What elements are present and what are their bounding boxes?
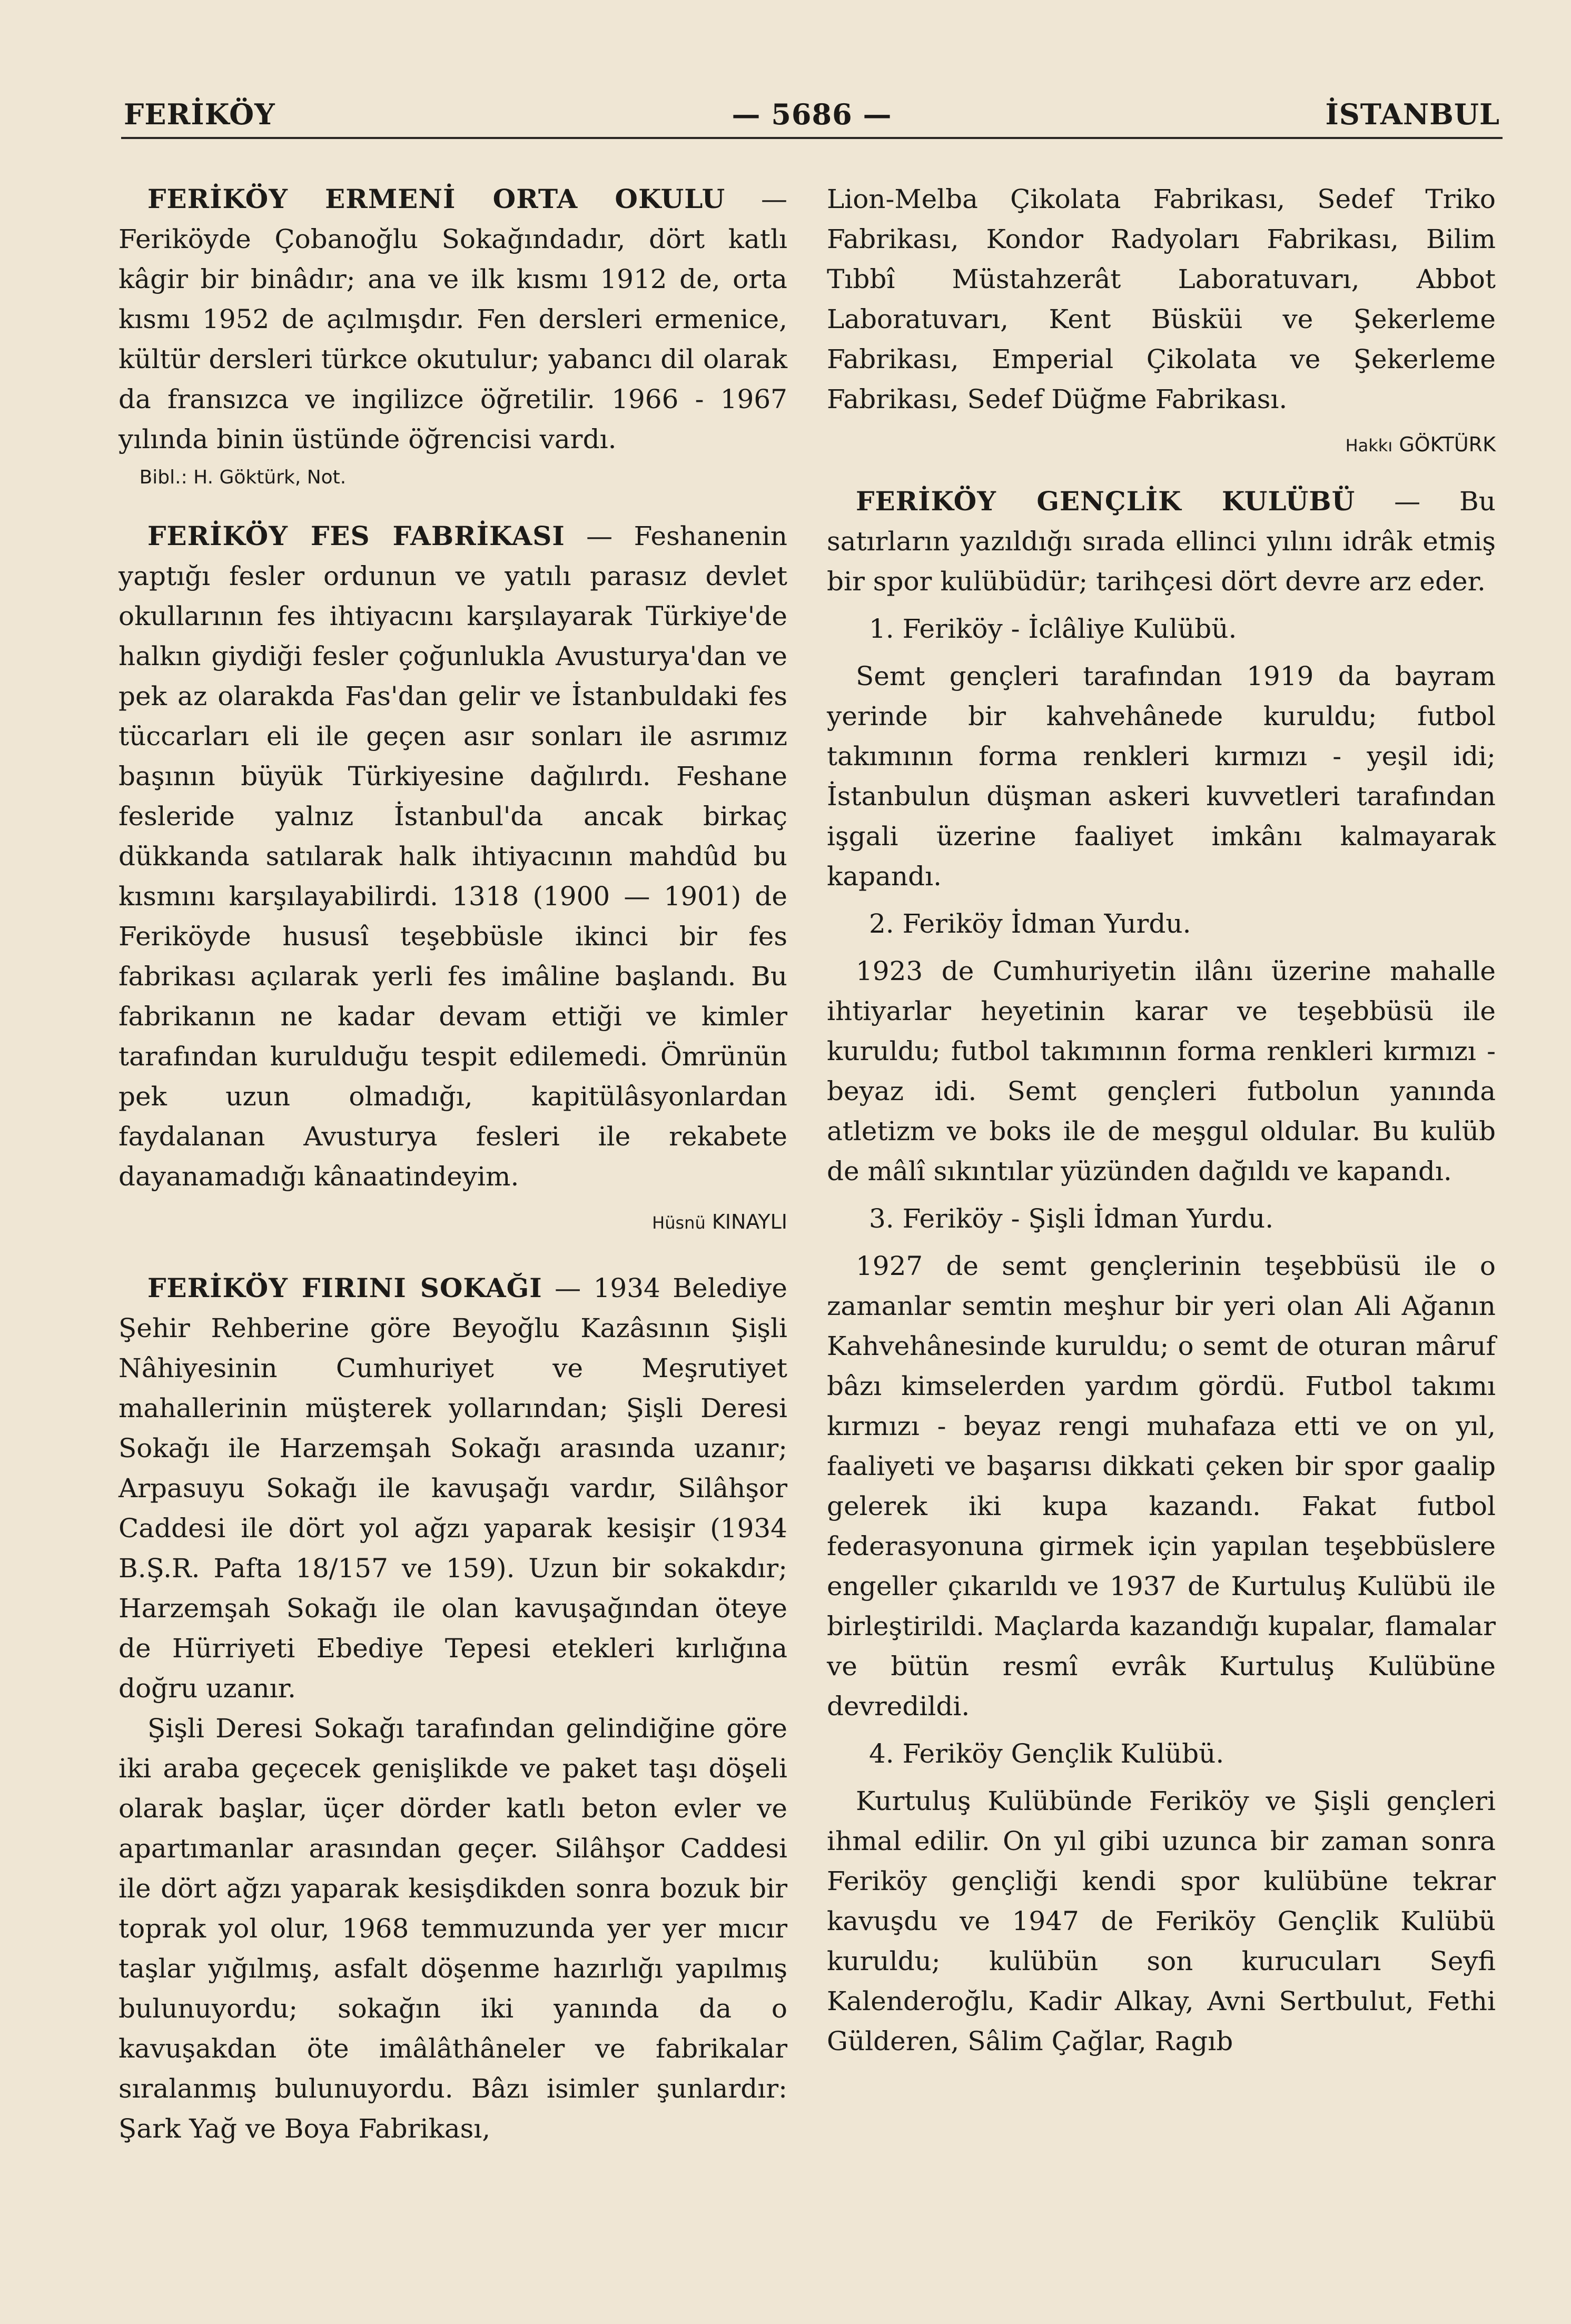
article-paragraph: 1927 de semt gençlerinin teşebbüsü ile o zamanlar semtin meşhur bir yeri olan Ali Ağanın Kahvehânesinde kuruldu; o semt de oturan mâruf bâzı kimselerden yardım gördü. Futbol takımı kırmızı - beyaz rengi muhafaza etti ve on yıl, faaliyeti ve başarısı dikkati çeken bir spor gaalip gelerek iki kupa kazandı. Fakat futbol federasyonuna girmek için yapılan teşebbüslere engeller çıkarıldı ve 1937 de Kurtuluş Kulübü ile birleştirildi. Maçlarda kazandığı kupalar, flamalar ve bütün resmî evrâk Kurtuluş Kulübüne devredildi. [827,1251,1496,1722]
section-item: 4. Feriköy Gençlik Kulübü. [869,1738,1224,1769]
article-body: — 1934 Belediye Şehir Rehberine göre Beyoğlu Kazâsının Şişli Nâhiyesinin Cumhuriyet ve Meşrutiyet mahallerinin müşterek yollarından; Şişli Deresi Sokağı ile Harzemşah Sokağı arasında uzanır; Arpasuyu Sokağı ile kavuşağı vardır, Silâhşor Caddesi ile dört yol ağzı yaparak kesişir (1934 B.Ş.R. Pafta 18/157 ve 159). Uzun bir sokakdır; Harzemşah Sokağı ile olan kavuşağından öteye de Hürriyeti Ebediye Tepesi etekleri kırlığına doğru uzanır. [118,1273,787,1704]
right-column [827,179,1496,2061]
section-item: 1. Feriköy - İclâliye Kulübü. [869,614,1237,644]
article-title: FERİKÖY FES FABRİKASI [147,520,565,551]
left-column [118,179,787,2149]
section-item: 3. Feriköy - Şişli İdman Yurdu. [869,1203,1274,1234]
author-signature: Hüsnü KINAYLI [652,1210,787,1233]
author-signature: Hakkı GÖKTÜRK [1345,433,1496,456]
bibliography: Bibl.: H. Göktürk, Not. [139,467,347,488]
article-body: — Feriköyde Çobanoğlu Sokağındadır, dört katlı kâgir bir binâdır; ana ve ilk kısmı 1912 de, orta kısmı 1952 de açılmışdır. Fen dersleri ermenice, kültür dersleri türkce okutulur; yabancı dil olarak da fransızca ve ingilizce öğretilir. 1966 - 1967 yılında binin üstünde öğrencisi vardı. [118,184,787,454]
article-title: FERİKÖY FIRINI SOKAĞI [147,1272,542,1303]
article-paragraph: Şişli Deresi Sokağı tarafından gelindiğine göre iki araba geçecek genişlikde ve paket taşı döşeli olarak başlar, üçer dörder katlı beton evler ve apartımanlar arasından geçer. Silâhşor Caddesi ile dört ağzı yaparak kesişdikden sonra bozuk bir toprak yol olur, 1968 temmuzunda yer yer mıcır taşlar yığılmış, asfalt döşenme hazırlığı yapılmış bulunuyordu; sokağın iki yanında da o kavuşakdan öte imâlâthâneler ve fabrikalar sıralanmış bulunuyordu. Bâzı isimler şunlardır: Şark Yağ ve Boya Fabrikası, [118,1713,787,2144]
article-paragraph [118,1268,787,1708]
running-head-right: İSTANBUL [1325,97,1500,131]
article-body: — Bu satırların yazıldığı sırada ellinci yılını idrâk etmiş bir spor kulübüdür; tarihçesi dört devre arz eder. [827,486,1496,597]
article-paragraph [118,516,787,1196]
article-body: — Feshanenin yaptığı fesler ordunun ve yatılı parasız devlet okullarının fes ihtiyacını karşılayarak Türkiye'de halkın giydiği fesler çoğunlukla Avusturya'dan ve pek az olarakda Fas'dan gelir ve İstanbuldaki fes tüccarları eli ile geçen asır sonları ile asrımız başının büyük Türkiyesine dağılırdı. Feshane fesleride yalnız İstanbul'da ancak birkaç dükkanda satılarak halk ihtiyacının mahdûd bu kısmını karşılayabilirdi. 1318 (1900 — 1901) de Feriköyde hususî teşebbüsle ikinci bir fes fabrikası açılarak yerli fes imâline başlandı. Bu fabrikanın ne kadar devam ettiği ve kimler tarafından kurulduğu tespit edilemedi. Ömrünün pek uzun olmadığı, kapitülâsyonlardan faydalanan Avusturya fesleri ile rekabete dayanamadığı kânaatindeyim. [118,521,787,1192]
header-rule [121,137,1503,139]
page-number: — 5686 — [732,97,892,131]
running-head-left: FERİKÖY [124,97,275,131]
article-title: FERİKÖY GENÇLİK KULÜBÜ [856,486,1356,517]
article-paragraph [118,179,787,459]
article-paragraph: Lion-Melba Çikolata Fabrikası, Sedef Triko Fabrikası, Kondor Radyoları Fabrikası, Bilim Tıbbî Müstahzerât Laboratuvarı, Abbot Laboratuvarı, Kent Büsküi ve Şekerleme Fabrikası, Emperial Çikolata ve Şekerleme Fabrikası, Sedef Düğme Fabrikası. [827,184,1496,414]
article-paragraph: Semt gençleri tarafından 1919 da bayram yerinde bir kahvehânede kuruldu; futbol takımının forma renkleri kırmızı - yeşil idi; İstanbulun düşman askeri kuvvetleri tarafından işgali üzerine faaliyet imkânı kalmayarak kapandı. [827,661,1496,892]
section-item: 2. Feriköy İdman Yurdu. [869,908,1191,939]
article-paragraph [827,481,1496,601]
article-paragraph: Kurtuluş Kulübünde Feriköy ve Şişli gençleri ihmal edilir. On yıl gibi uzunca bir zaman sonra Feriköy gençliği kendi spor kulübüne tekrar kavuşdu ve 1947 de Feriköy Gençlik Kulübü kuruldu; kulübün son kurucuları Seyfi Kalenderoğlu, Kadir Alkay, Avni Sertbulut, Fethi Gülderen, Sâlim Çağlar, Ragıb [827,1786,1496,2056]
article-paragraph: 1923 de Cumhuriyetin ilânı üzerine mahalle ihtiyarlar heyetinin karar ve teşebbüsü ile kuruldu; futbol takımının forma renkleri kırmızı - beyaz idi. Semt gençleri futbolun yanında atletizm ve boks ile de meşgul oldular. Bu kulüb de mâlî sıkıntılar yüzünden dağıldı ve kapandı. [827,956,1496,1186]
article-title: FERİKÖY ERMENİ ORTA OKULU [147,183,726,214]
